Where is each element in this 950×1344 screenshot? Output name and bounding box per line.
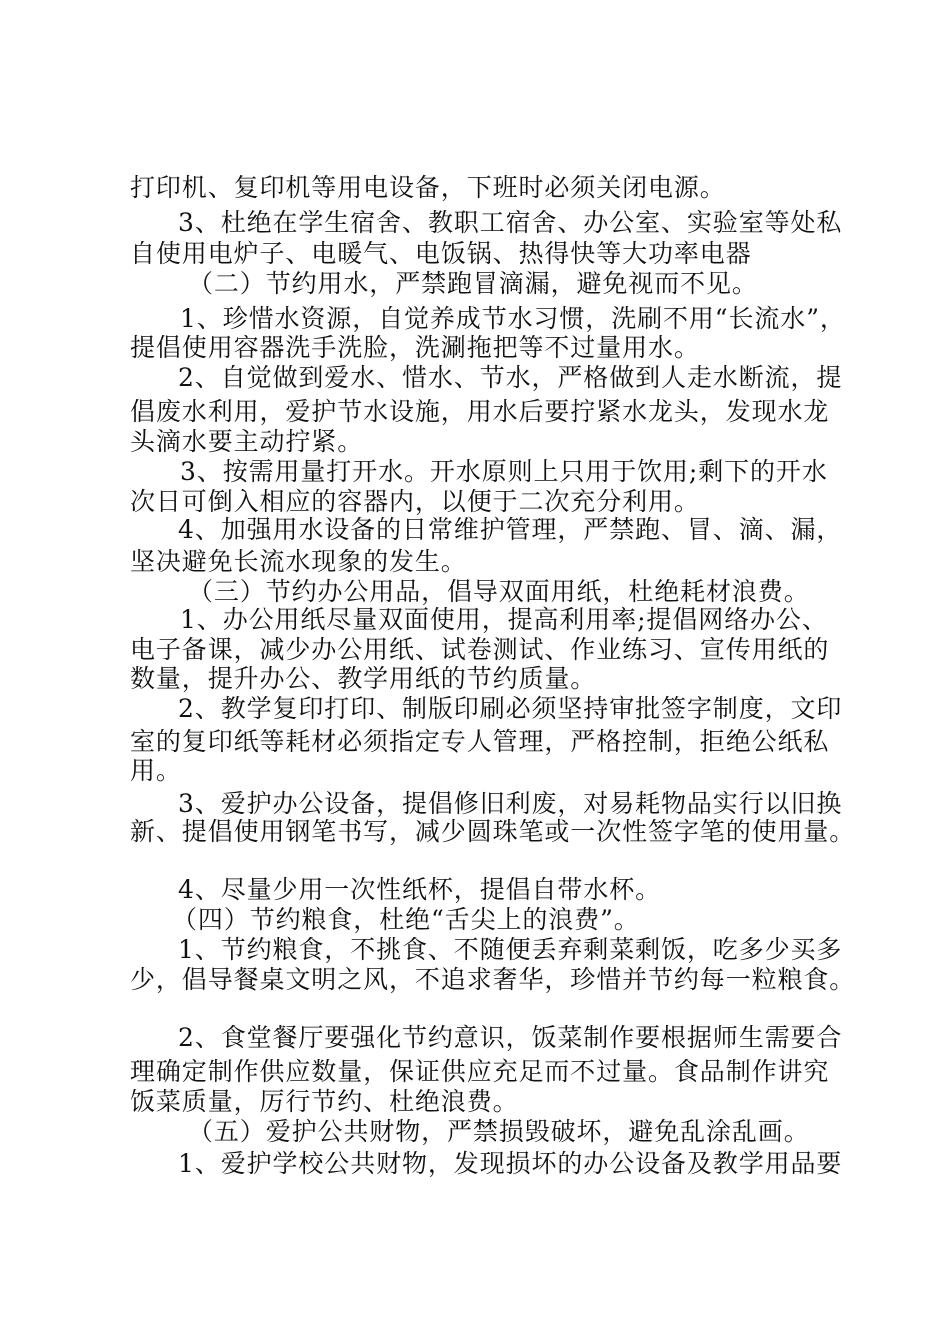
text-line: 数量，提升办公、教学用纸的节约质量。 [130,664,597,693]
text-line: 坚决避免长流水现象的发生。 [130,547,467,576]
text-line: 1、办公用纸尽量双面使用，提高利用率;提倡网络办公、 [180,605,828,634]
section-heading: （三）节约办公用品，倡导双面用纸，杜绝耗材浪费。 [188,577,810,606]
text-line: 1、爱护学校公共财物，发现损坏的办公设备及教学用品要 [178,1149,843,1178]
text-line: 理确定制作供应数量，保证供应充足而不过量。食品制作讲究 [130,1057,830,1086]
text-line: 2、食堂餐厅要强化节约意识，饭菜制作要根据师生需要合 [178,1023,843,1052]
text-line: 提倡使用容器洗手洗脸，洗涮拖把等不过量用水。 [130,333,700,362]
text-line: 4、尽量少用一次性纸杯，提倡自带水杯。 [178,875,662,904]
text-line: 饭菜质量，厉行节约、杜绝浪费。 [130,1087,519,1116]
text-line: 少，倡导餐桌文明之风，不追求奢华，珍惜并节约每一粒粮食。 [130,965,856,994]
text-line: 打印机、复印机等用电设备，下班时必须关闭电源。 [130,173,726,202]
text-line: 3、杜绝在学生宿舍、教职工宿舍、办公室、实验室等处私 [178,208,843,237]
text-line: 2、教学复印打印、制版印刷必须坚持审批签字制度，文印 [178,694,843,723]
text-line: 1、珍惜水资源，自觉养成节水习惯，洗刷不用“长流水”， [180,304,846,333]
text-line: 1、节约粮食，不挑食、不随便丢弃剩菜剩饭，吃多少买多 [178,935,843,964]
section-heading: （四）节约粮食，杜绝“舌尖上的浪费”。 [172,905,640,934]
text-line: 用。 [130,756,182,785]
text-line: 倡废水利用，爱护节水设施，用水后要拧紧水龙头，发现水龙 [130,397,830,426]
text-line: 自使用电炉子、电暖气、电饭锅、热得快等大功率电器 [130,239,752,268]
section-heading: （五）爱护公共财物，严禁损毁破坏，避免乱涂乱画。 [188,1117,810,1146]
text-line: 2、自觉做到爱水、惜水、节水，严格做到人走水断流，提 [178,363,843,392]
text-line: 新、提倡使用钢笔书写，减少圆珠笔或一次性签字笔的使用量。 [130,817,856,846]
text-line: 4、加强用水设备的日常维护管理，严禁跑、冒、滴、漏， [178,515,843,544]
text-line: 室的复印纸等耗材必须指定专人管理，严格控制，拒绝公纸私 [130,727,830,756]
text-line: 次日可倒入相应的容器内，以便于二次充分利用。 [130,487,700,516]
section-heading: （二）节约用水，严禁跑冒滴漏，避免视而不见。 [188,269,758,298]
text-line: 电子备课，减少办公用纸、试卷测试、作业练习、宣传用纸的 [130,635,830,664]
text-line: 头滴水要主动拧紧。 [130,427,364,456]
text-line: 3、按需用量打开水。开水原则上只用于饮用;剩下的开水 [180,457,828,486]
text-line: 3、爱护办公设备，提倡修旧利废，对易耗物品实行以旧换 [178,789,843,818]
